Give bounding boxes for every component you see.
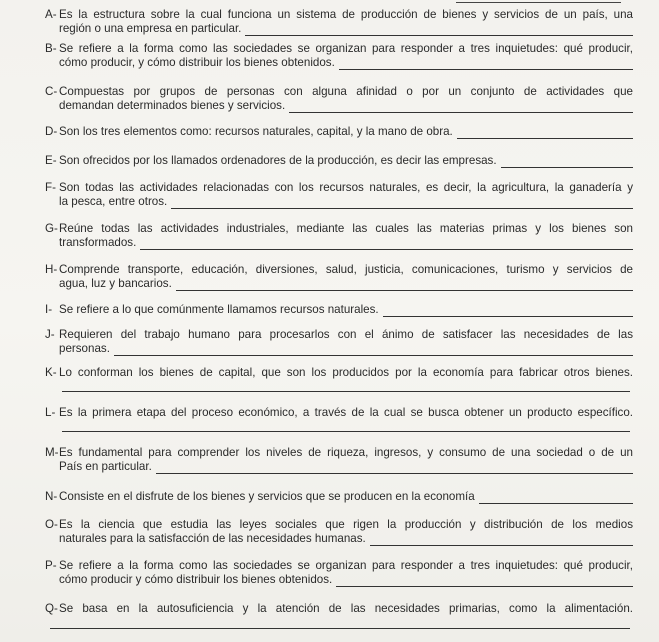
- item-text: Consiste en el disfrute de los bienes y servicios que se producen en la economía: [59, 490, 475, 503]
- item-letter: D-: [45, 125, 58, 138]
- question-b: [45, 42, 633, 70]
- question-c: [45, 85, 633, 113]
- question-d: [45, 125, 633, 139]
- question-j: [45, 328, 633, 356]
- item-letter: C-: [45, 85, 58, 98]
- item-text: Requieren del trabajo humano para procesarlos con el ánimo de satisfacer las necesidades de las: [59, 328, 633, 341]
- item-letter: I-: [45, 303, 53, 316]
- item-text-cont: personas.: [59, 342, 110, 355]
- item-letter: A-: [45, 8, 57, 21]
- item-text-cont: naturales para la satisfacción de las necesidades humanas.: [59, 532, 366, 545]
- item-text: Se refiere a la forma como las sociedades se organizan para responder a tres inquietudes: qué producir,: [59, 559, 633, 572]
- item-letter: J-: [45, 328, 55, 341]
- item-text: Se refiere a lo que comúnmente llamamos recursos naturales.: [59, 303, 379, 316]
- answer-line[interactable]: [171, 197, 633, 209]
- item-letter: L-: [45, 406, 56, 419]
- answer-line[interactable]: [289, 101, 633, 113]
- item-text: Reúne todas las actividades industriales, mediante las cuales las materias primas y los bienes son: [59, 222, 633, 235]
- answer-line[interactable]: [176, 279, 633, 291]
- question-f: [45, 181, 633, 209]
- item-text-cont: cómo producir, y cómo distribuir los bienes obtenidos.: [59, 56, 335, 69]
- item-text: Lo conforman los bienes de capital, que son los producidos por la economía para fabricar otros bienes.: [59, 366, 633, 379]
- question-e: [45, 154, 633, 168]
- item-text: Son todas las actividades relacionadas con los recursos naturales, es decir, la agricultura, la ganadería y: [59, 181, 633, 194]
- question-h: [45, 263, 633, 291]
- item-text-cont: cómo producir y cómo distribuir los bienes obtenidos.: [59, 573, 333, 586]
- item-text: Compuestas por grupos de personas con alguna afinidad o por un conjunto de actividades que: [59, 85, 633, 98]
- answer-line[interactable]: [156, 462, 633, 474]
- item-text-cont: demandan determinados bienes y servicios.: [59, 99, 286, 112]
- item-letter: G-: [45, 222, 58, 235]
- answer-line[interactable]: [114, 344, 633, 356]
- item-text: Comprende transporte, educación, diversiones, salud, justicia, comunicaciones, turismo y servicios de: [59, 263, 633, 276]
- item-letter: K-: [45, 366, 57, 379]
- item-text: Es la ciencia que estudia las leyes sociales que rigen la producción y distribución de los medios: [59, 518, 633, 531]
- item-text-cont: la pesca, entre otros.: [59, 195, 168, 208]
- answer-line[interactable]: [479, 492, 633, 504]
- item-text: Es la primera etapa del proceso económico, a través de la cual se busca obtener un producto específico.: [59, 406, 633, 419]
- item-text: Es fundamental para comprender los niveles de riqueza, ingresos, y consumo de una sociedad o de un: [59, 446, 633, 459]
- question-i: [45, 303, 633, 317]
- item-text: Se refiere a la forma como las sociedades se organizan para responder a tres inquietudes: qué producir,: [59, 42, 633, 55]
- question-k: [45, 366, 633, 380]
- question-g: [45, 222, 633, 250]
- answer-line[interactable]: [336, 575, 633, 587]
- answer-line[interactable]: [62, 431, 630, 432]
- question-p: [45, 559, 633, 587]
- item-letter: O-: [45, 518, 58, 531]
- item-letter: B-: [45, 42, 57, 55]
- item-letter: N-: [45, 490, 58, 503]
- answer-line[interactable]: [339, 58, 633, 70]
- item-text-cont: agua, luz y bancarios.: [59, 277, 172, 290]
- answer-line[interactable]: [50, 628, 630, 629]
- question-o: [45, 518, 633, 546]
- answer-line[interactable]: [140, 238, 633, 250]
- top-answer-line: [456, 2, 621, 3]
- answer-line[interactable]: [62, 391, 630, 392]
- item-text: Son ofrecidos por los llamados ordenadores de la producción, es decir las empresas.: [59, 154, 497, 167]
- question-m: [45, 446, 633, 474]
- item-text-cont: transformados.: [59, 236, 137, 249]
- item-letter: H-: [45, 263, 58, 276]
- item-letter: F-: [45, 181, 56, 194]
- item-text-cont: región o una empresa en particular.: [59, 22, 242, 35]
- item-letter: E-: [45, 154, 57, 167]
- question-n: [45, 490, 633, 504]
- item-letter: Q-: [45, 602, 58, 615]
- question-a: [45, 8, 633, 36]
- item-letter: P-: [45, 559, 57, 572]
- answer-line[interactable]: [501, 156, 633, 168]
- item-text: Se basa en la autosuficiencia y la atención de las necesidades primarias, como la alimentación.: [59, 602, 633, 615]
- item-text: Son los tres elementos como: recursos naturales, capital, y la mano de obra.: [59, 125, 453, 138]
- question-q: [45, 602, 633, 616]
- answer-line[interactable]: [245, 24, 633, 36]
- question-l: [45, 406, 633, 420]
- answer-line[interactable]: [457, 127, 633, 139]
- item-letter: M-: [45, 446, 59, 459]
- answer-line[interactable]: [383, 305, 633, 317]
- item-text: Es la estructura sobre la cual funciona un sistema de producción de bienes y servicios de un país, una: [59, 8, 633, 21]
- answer-line[interactable]: [370, 534, 633, 546]
- item-text-cont: País en particular.: [59, 460, 152, 473]
